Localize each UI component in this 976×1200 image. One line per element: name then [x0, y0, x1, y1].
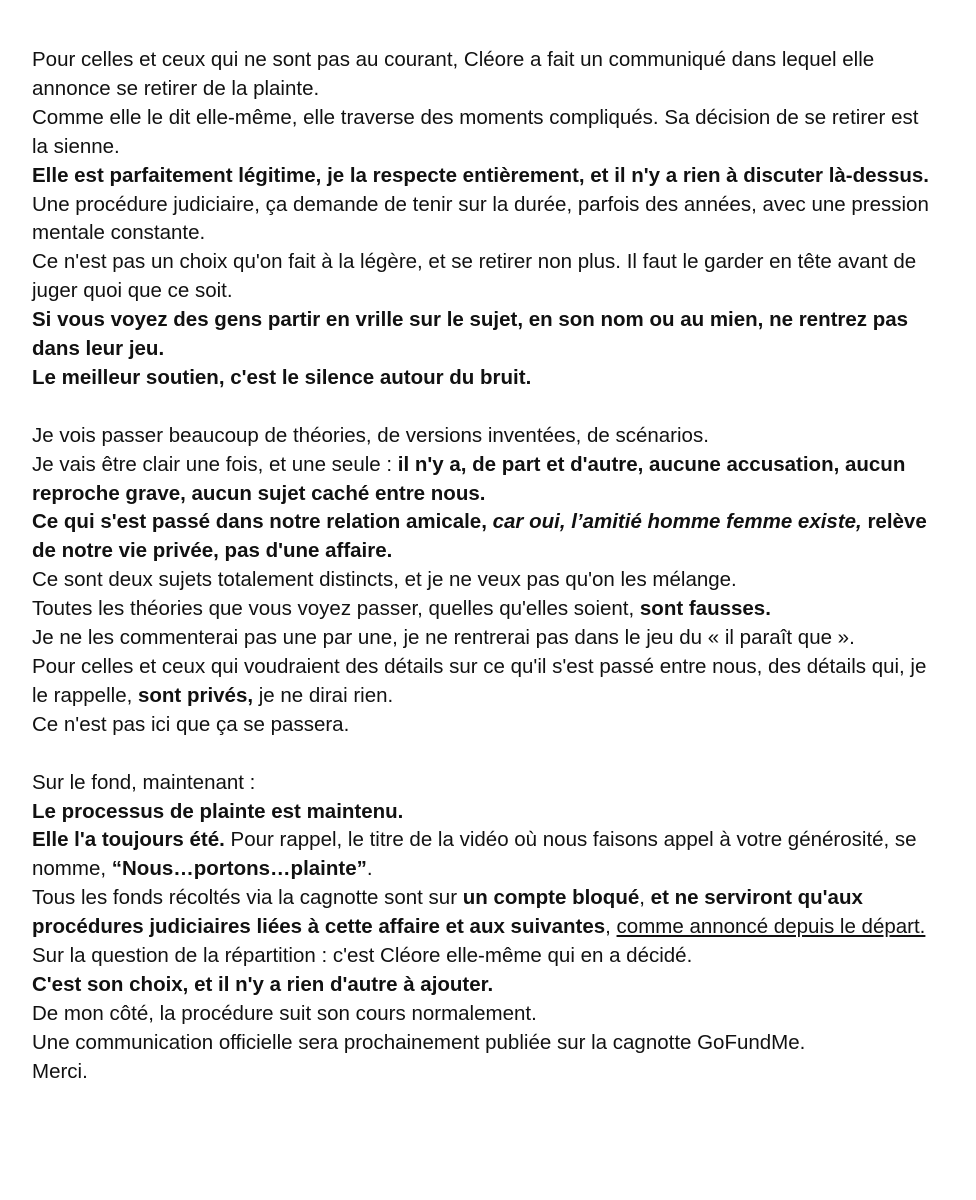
paragraph-private-details — [32, 653, 932, 711]
document-body — [32, 46, 932, 1087]
paragraph-not-light-choice: Ce n'est pas un choix qu'on fait à la légère, et se retirer non plus. Il faut le garder en tête avant de juger quoi que ce soit. — [32, 250, 917, 303]
bold-text: C'est son choix, et il n'y a rien d'autre à ajouter. — [32, 972, 494, 996]
bold-text: il n'y a, de part et d'autre, aucune accusation, aucun reproche grave, aucun sujet caché entre nous. — [32, 452, 906, 505]
plain-text: , — [639, 886, 651, 910]
paragraph-spacer — [32, 393, 932, 422]
bold-text: sont privés, — [137, 683, 254, 707]
paragraph-not-here: Ce n'est pas ici que ça se passera. — [32, 712, 350, 736]
paragraph-official-communication: Une communication officielle sera prochainement publiée sur la cagnotte GoFundMe. — [32, 1030, 806, 1054]
bold-text: Le processus de plainte est maintenu. — [32, 799, 404, 823]
plain-text: Je vais être clair une fois, et une seule : — [32, 452, 398, 476]
paragraph-clarification — [32, 451, 932, 509]
paragraph-theories: Je vois passer beaucoup de théories, de versions inventées, de scénarios. — [32, 423, 709, 447]
bold-text-part: Ce qui s'est passé dans notre relation amicale, — [32, 510, 493, 534]
paragraph-spacer — [32, 740, 932, 769]
paragraph-procedure-duration: Une procédure judiciaire, ça demande de tenir sur la durée, parfois des années, avec une pression mentale constante. — [32, 192, 929, 245]
bold-text: “Nous…portons…plainte” — [111, 857, 367, 881]
bold-text: un compte bloqué — [462, 886, 640, 910]
paragraph-her-decision: Comme elle le dit elle-même, elle traverse des moments compliqués. Sa décision de se retirer est la sienne. — [32, 105, 919, 158]
plain-text: . — [366, 857, 373, 881]
paragraph-best-support — [32, 364, 932, 393]
paragraph-her-choice — [32, 971, 932, 1000]
bold-text: sont fausses. — [639, 597, 771, 621]
bold-text: Elle est parfaitement légitime, je la respecte entièrement, et il n'y a rien à discuter là-dessus. — [32, 163, 929, 187]
bold-text — [32, 510, 927, 562]
paragraph-procedure-continues: De mon côté, la procédure suit son cours normalement. — [32, 1001, 537, 1025]
bold-text: et ne serviront qu'aux procédures judiciaires liées à cette affaire et aux suivantes — [32, 886, 863, 939]
plain-text: Pour rappel, le titre de la vidéo où nous faisons appel à votre générosité, se nomme, — [32, 828, 917, 881]
paragraph-dont-engage — [32, 306, 932, 364]
paragraph-funds — [32, 884, 932, 942]
paragraph-legitimate — [32, 162, 932, 191]
paragraph-complaint-maintained — [32, 798, 932, 827]
bold-text: Le meilleur soutien, c'est le silence autour du bruit. — [32, 365, 532, 389]
paragraph-false-theories — [32, 595, 932, 624]
paragraph-thanks: Merci. — [32, 1059, 88, 1083]
paragraph-distinct-subjects: Ce sont deux sujets totalement distincts, et je ne veux pas qu'on les mélange. — [32, 568, 737, 592]
plain-text: Toutes les théories que vous voyez passer, quelles qu'elles soient, — [32, 597, 640, 621]
underlined-text: comme annoncé depuis le départ. — [616, 915, 926, 939]
paragraph-friendship — [32, 508, 932, 566]
bold-text: Si vous voyez des gens partir en vrille sur le sujet, en son nom ou au mien, ne rentrez pas dans leur jeu. — [32, 308, 909, 361]
paragraph-withdrawal-notice: Pour celles et ceux qui ne sont pas au courant, Cléore a fait un communiqué dans lequel elle annonce se retirer de la plainte. — [32, 48, 875, 100]
plain-text: Tous les fonds récoltés via la cagnotte sont sur — [32, 886, 463, 910]
plain-text: , — [605, 915, 617, 939]
bold-italic-text: car oui, l’amitié homme femme existe, — [492, 510, 862, 534]
bold-text-part: relève de notre vie privée, pas d'une affaire. — [32, 510, 927, 563]
paragraph-distribution: Sur la question de la répartition : c'est Cléore elle-même qui en a décidé. — [32, 944, 693, 968]
plain-text: je ne dirai rien. — [253, 683, 394, 707]
paragraph-on-substance: Sur le fond, maintenant : — [32, 770, 256, 794]
bold-text: Elle l'a toujours été. — [32, 828, 225, 852]
paragraph-no-comment: Je ne les commenterai pas une par une, je ne rentrerai pas dans le jeu du « il paraît que ». — [32, 626, 855, 650]
plain-text: Pour celles et ceux qui voudraient des détails sur ce qu'il s'est passé entre nous, des détails qui, je le rappelle, — [32, 655, 927, 707]
paragraph-video-title — [32, 826, 932, 884]
